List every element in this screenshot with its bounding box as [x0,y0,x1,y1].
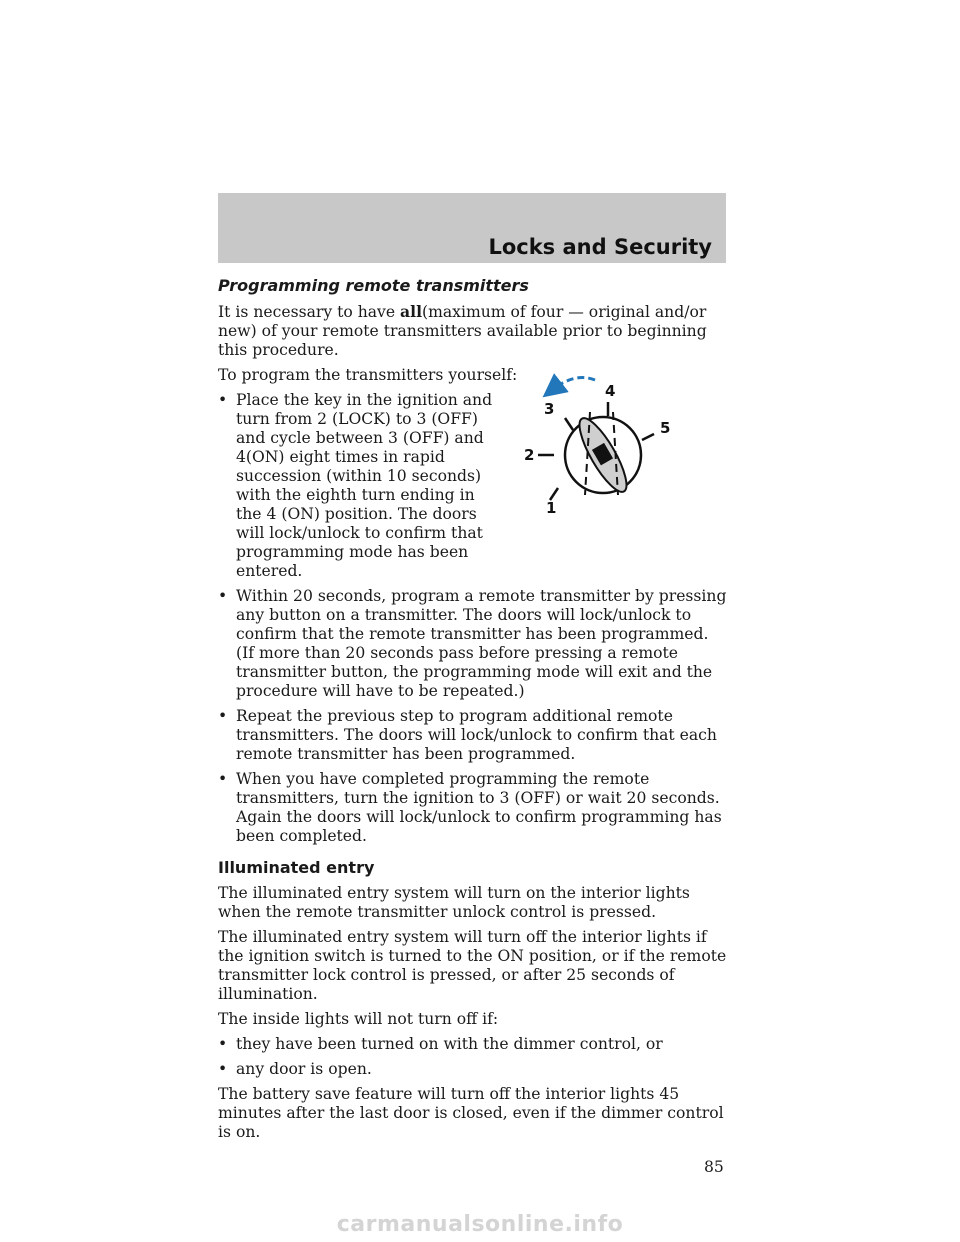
illuminated-paragraph-4: The battery save feature will turn off the interior lights 45 minutes after the last door is closed, even if the dimmer control is on. [218,1085,724,1141]
illuminated-conditions [218,1035,730,1079]
programming-step [218,587,730,701]
illuminated-paragraph-2: The illuminated entry system will turn off the interior lights if the ignition switch is turned to the ON position, or if the remote transmitter lock control is pressed, or after 25 seconds of illumination. [218,928,727,1003]
ignition-position-diagram [510,360,690,530]
tick-position-5 [642,434,654,440]
page-number: 85 [704,1158,724,1176]
intro-text-before: It is necessary to have [218,303,396,321]
programming-step [218,391,496,581]
programming-heading: Programming remote transmitters [218,276,529,295]
position-label-3: 3 [544,400,555,418]
illuminated-paragraph-3: The inside lights will not turn off if: [218,1010,499,1028]
illuminated-paragraph-1: The illuminated entry system will turn on the interior lights when the remote transmitter unlock control is pressed. [218,884,690,921]
condition-text: any door is open. [236,1060,372,1078]
step-text: When you have completed programming the remote transmitters, turn the ignition to 3 (OFF) or wait 20 seconds. Again the doors will lock/unlock to confirm programming has been completed. [236,770,722,845]
position-label-1: 1 [546,499,557,517]
rotation-arrow-icon [552,378,595,390]
bullet-icon: • [218,587,228,605]
programming-intro [218,302,730,360]
programming-step [218,770,730,846]
step-text: Place the key in the ignition and turn from 2 (LOCK) to 3 (OFF) and cycle between 3 (OFF) and 4(ON) eight times in rapid succession (within 10 seconds) with the eighth turn ending in the 4 (ON) position. The doors will lock/unlock to confirm that programming mode has been entered. [236,391,493,580]
programming-step [218,707,730,764]
position-label-4: 4 [605,382,616,400]
bullet-icon: • [218,391,228,409]
condition-item [218,1060,730,1079]
bullet-icon: • [218,770,228,788]
step-text: Repeat the previous step to program additional remote transmitters. The doors will lock/unlock to confirm that each remote transmitter has been programmed. [236,707,717,763]
tick-position-3 [565,418,573,430]
programming-lead: To program the transmitters yourself: [218,366,518,384]
section-header-band [218,193,726,263]
bullet-icon: • [218,1060,228,1078]
position-label-2: 2 [524,446,535,464]
step-text: Within 20 seconds, program a remote transmitter by pressing any button on a transmitter. The doors will lock/unlock to confirm that the remote transmitter has been programmed. (If more than 20 seconds pass before pressing a remote transmitter button, the programming mode will exit and the procedure will have to be repeated.) [236,587,727,700]
condition-text: they have been turned on with the dimmer control, or [236,1035,663,1053]
position-label-5: 5 [660,419,671,437]
section-title: Locks and Security [488,235,712,259]
intro-text-after: (maximum of four — original and/or new) of your remote transmitters available prior to beginning this procedure. [218,303,707,359]
watermark: carmanualsonline.info [336,1212,624,1237]
bullet-icon: • [218,707,228,725]
condition-item [218,1035,730,1054]
bullet-icon: • [218,1035,228,1053]
intro-bold-word: all [400,302,422,321]
ignition-switch-illustration [510,360,690,530]
illuminated-heading: Illuminated entry [218,858,375,877]
